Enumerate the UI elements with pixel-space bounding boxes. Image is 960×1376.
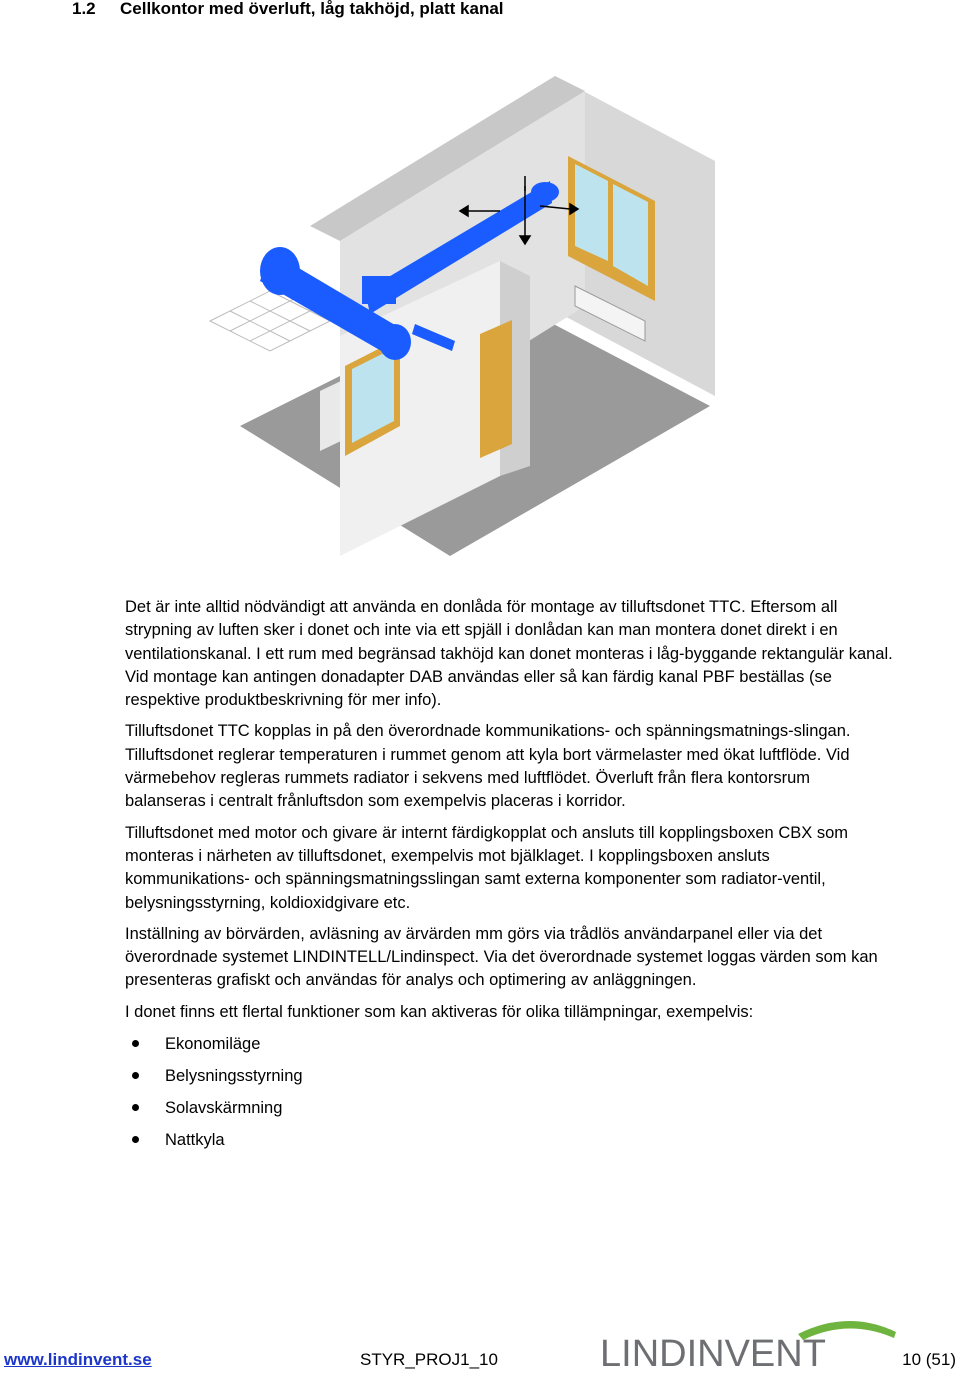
list-item: [125, 1032, 895, 1064]
section-number: 1.2: [72, 0, 96, 18]
paragraph-wiring: Tilluftsdonet med motor och givare är internt färdigkopplat och ansluts till kopplingsboxen CBX som monteras i närheten av tilluftsdonet, exempelvis mot bjälklaget. I kopplingsboxen ansluts kommunikations- och spänningsmatningsslingan samt externa komponenter som radiator-ventil, belysningsstyrning, koldioxidgivare etc.: [125, 823, 849, 912]
list-item: [125, 1096, 895, 1128]
page-number: 10 (51): [902, 1350, 956, 1369]
website-link[interactable]: www.lindinvent.se: [4, 1350, 152, 1369]
body-text: [125, 596, 895, 1160]
paragraph-intro: Det är inte alltid nödvändigt att använda en donlåda för montage av tilluftsdonet TTC. Eftersom all strypning av luften sker i donet och inte via ett spjäll i donlådan kan man montera donet direkt i en ventilationskanal. I ett rum med begränsad takhöjd kan donet monteras i låg-byggande rektangulär kanal. Vid montage kan antingen donadapter DAB användas eller så kan färdig kanal PBF beställas (se respektive produktbeskrivning för mer info).: [125, 598, 893, 710]
list-item-label: Nattkyla: [165, 1131, 225, 1150]
paragraph-functions: I donet finns ett flertal funktioner som kan aktiveras för olika tillämpningar, exempelvis:: [125, 1002, 754, 1021]
list-item: [125, 1128, 895, 1160]
bullet-icon: [132, 1040, 139, 1047]
door-right: [480, 320, 512, 458]
bullet-icon: [132, 1072, 139, 1079]
list-item-label: Belysningsstyrning: [165, 1067, 303, 1086]
page-footer: [0, 1300, 960, 1376]
function-list: [125, 1032, 895, 1160]
document-id: STYR_PROJ1_10: [360, 1350, 498, 1369]
logo-text: LINDINVENT: [600, 1333, 826, 1372]
bullet-icon: [132, 1104, 139, 1111]
room-illustration: [200, 66, 720, 566]
paragraph-setpoints: Inställning av börvärden, avläsning av ärvärden mm görs via trådlös användarpanel eller via det överordnade systemet LINDINTELL/Lindinspect. Via det överordnade systemet loggas värden som kan presenteras grafiskt och användas för analys och optimering av anläggningen.: [125, 924, 878, 990]
list-item-label: Solavskärmning: [165, 1099, 283, 1118]
window-glass: [575, 164, 608, 261]
section-heading: [72, 0, 504, 24]
paragraph-communication: Tilluftsdonet TTC kopplas in på den överordnade kommunikations- och spänningsmatnings-slingan. Tilluftsdonet reglerar temperaturen i rummet genom att kyla bort värmelaster med ökat luftflöde. Vid värmebehov regleras rummets radiator i sekvens med luftflödet. Överluft från flera kontorsrum balanseras i centralt frånluftsdon som exempelvis placeras i korridor.: [125, 722, 851, 811]
bullet-icon: [132, 1136, 139, 1143]
section-title: Cellkontor med överluft, låg takhöjd, platt kanal: [120, 0, 504, 18]
lindinvent-logo: [598, 1314, 898, 1372]
list-item-label: Ekonomiläge: [165, 1035, 261, 1054]
list-item: [125, 1064, 895, 1096]
